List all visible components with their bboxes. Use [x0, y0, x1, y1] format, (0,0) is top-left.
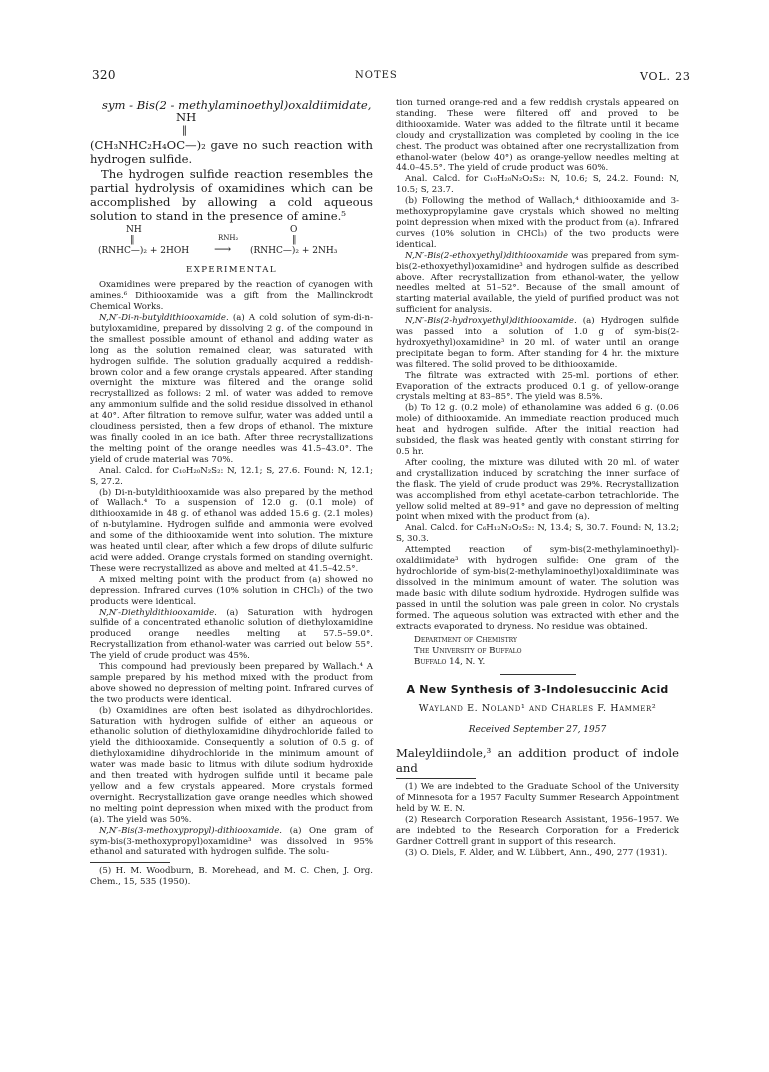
paragraph: (b) To 12 g. (0.2 mole) of ethanolamine was added 6 g. (0.06 mole) of dithiooxamide. An immediate reaction produced much heat and hydrogen sulfide. After the initial reaction had subsided, the flask was heated gently with constant stirring for 0.5 hr. [396, 403, 679, 457]
paragraph: After cooling, the mixture was diluted with 20 ml. of water and crystallization induced by scratching the inner surface of the flask. The yield of crude product was 29%. Recrystallization was accomplished from ethyl acetate-carbon tetrachloride. The yellow solid melted at 89–91° and gave no depression of melting point when mixed with the product from (a). [396, 457, 679, 523]
affiliation-city: Buffalo 14, N. Y. [414, 657, 486, 668]
analysis-line: Anal. Calcd. for C₁₀H₂₀N₂O₂S₂: N, 10.6; S, 24.2. Found: N, 10.5; S, 23.7. [396, 174, 679, 196]
left-column [90, 98, 373, 888]
intro-block [90, 98, 373, 223]
eq-o: O [290, 225, 298, 236]
eq-arrow: ⟶ [214, 242, 232, 257]
intro-nh: NH [176, 110, 197, 125]
article-separator [500, 674, 576, 675]
paragraph: N,N′-Bis(2-ethoxyethyl)dithiooxamide was prepared from sym-bis(2-ethoxyethyl)oxamidine³ and hydrogen sulfide as described above. After recrystallization from ethanol-water, the yellow needles melted at 51–52°. Because of the small amount of starting material available, the yield of purified product was not sufficient for analysis. [396, 250, 679, 316]
paragraph: This compound had previously been prepared by Wallach.⁴ A sample prepared by his method mixed with the product from above showed no depression of melting point. Infrared curves of the two products were identical. [90, 662, 373, 705]
footnote-2: (2) Research Corporation Research Assistant, 1956–1957. We are indebted to the Research Corporation for a Frederick Gardner Cottrell grant in support of this research. [396, 814, 679, 847]
footnote-5: (5) H. M. Woodburn, B. Morehead, and M. C. Chen, J. Org. Chem., 15, 535 (1950). [90, 866, 373, 888]
right-column [396, 98, 679, 858]
eq-catalyst: RNH₂ [218, 234, 239, 243]
paragraph: Attempted reaction of sym-bis(2-methylaminoethyl)-oxaldiimidate³ with hydrogen sulfide: One gram of the hydrochloride of sym-bis(2-methylaminoethyl)oxaldiiminate was dissolved in the minimum amount of water. The solution was made basic with dilute sodium hydroxide. Hydrogen sulfide was passed in until the solution was pale green in color. No crystals formed. The aqueous solution was extracted with ether and the extracts evaporated to dryness. No residue was obtained. [396, 545, 679, 632]
page-number: 320 [92, 68, 116, 82]
compound-heading: N,N′-Bis(3-methoxypropyl)-dithiooxamide. [99, 825, 283, 836]
paragraph: N,N′-Bis(2-hydroxyethyl)dithiooxamide. (a) Hydrogen sulfide was passed into a solution of 1.0 g of sym-bis(2-hydroxyethyl)oxamidine³ in 20 ml. of water until an orange precipitate began to form. After standing for 4 hr. the mixture was filtered. The solid proved to be dithiooxamide. [396, 316, 679, 370]
paragraph: (b) Di-n-butyldithiooxamide was also prepared by the method of Wallach.⁴ To a suspension of 12.0 g. (0.1 mole) of dithiooxamide in 48 g. of ethanol was added 15.6 g. (2.1 moles) of n-butylamine. Hydrogen sulfide and ammonia were evolved and some of the dithiooxamide went into solution. The mixture was heated until clear, after which a few drops of dilute sulfuric acid were added. Orange crystals formed on standing overnight. These were recrystallized as above and melted at 41.5–42.5°. [90, 487, 373, 574]
paragraph: N,N′-Diethyldithiooxamide. (a) Saturation with hydrogen sulfide of a concentrated ethanolic solution of diethyloxamidine produced orange needles melting at 57.5–59.0°. Recrystallization from ethanol-water was carried out below 55°. The yield of crude product was 45%. [90, 607, 373, 662]
eq-bond-1: ‖ [130, 235, 135, 246]
footnote-rule [396, 778, 476, 779]
paragraph: (b) Oxamidines are often best isolated as dihydrochlorides. Saturation with hydrogen sulfide of either an aqueous or ethanolic solution of diethyloxamidine dihydrochloride failed to yield the dithiooxamide. Consequently a solution of 0.5 g. of diethyloxamidine dihydrochloride in the minimum amount of water was made basic to litmus with dilute sodium hydroxide and then treated with hydrogen sulfide until it became pale yellow and a few crystals appeared. More crystals formed overnight. Recrystallization gave orange needles which showed no melting point depression when mixed with the product from (a). The yield was 50%. [90, 705, 373, 825]
analysis-line: Anal. Calcd. for C₆H₁₂N₂O₂S₂: N, 13.4; S, 30.7. Found: N, 13.2; S, 30.3. [396, 523, 679, 545]
affiliation-dept: Department of Chemistry [414, 635, 517, 646]
analysis-line: Anal. Calcd. for C₁₀H₂₀N₂S₂: N, 12.1; S, 27.6. Found: N, 12.1; S, 27.2. [90, 465, 373, 487]
eq-reactants: (RNHC—)₂ + 2HOH [98, 246, 190, 257]
intro-line-2: (CH₃NHC₂H₄OC—)₂ gave no such reaction with hydrogen sulfide. [90, 138, 373, 167]
running-head: NOTES [355, 70, 398, 81]
paragraph: N,N′-Bis(3-methoxypropyl)-dithiooxamide. (a) One gram of sym-bis(3-methoxypropyl)oxamidine³ was dissolved in 95% ethanol and saturated with hydrogen sulfide. The solu- [90, 825, 373, 858]
eq-bond-2: ‖ [292, 235, 297, 246]
footnote-rule [90, 862, 170, 863]
compound-heading: N,N′-Bis(2-hydroxyethyl)dithiooxamide. [405, 316, 577, 327]
experimental-heading: EXPERIMENTAL [186, 265, 277, 276]
compound-heading: N,N′-Diethyldithiooxamide. [99, 607, 217, 618]
eq-products: (RNHC—)₂ + 2NH₃ [250, 246, 338, 257]
paragraph: N,N′-Di-n-butyldithiooxamide. (a) A cold solution of sym-di-n-butyloxamidine, prepared by dissolving 2 g. of the compound in the smallest possible amount of ethanol and adding water as long as the solution remained clear, was saturated with hydrogen sulfide. The solution gradually acquired a reddish-brown color and a few orange crystals appeared. After standing overnight the mixture was filtered and the orange solid recrystallized as follows: 2 ml. of water was added to remove any ammonium sulfide and the solid residue dissolved in ethanol at 40°. After filtration to remove sulfur, water was added until a cloudiness persisted, then a few drops of ethanol. The mixture was finally cooled in an ice bath. After three recrystallizations the melting point of the orange needles was 41.5–43.0°. The yield of crude material was 70%. [90, 313, 373, 465]
article-authors: Wayland E. Noland¹ and Charles F. Hammer² [418, 703, 657, 715]
affiliation-block [396, 635, 679, 668]
eq-nh: NH [126, 225, 142, 236]
affiliation-univ: The University of Buffalo [414, 646, 522, 657]
paragraph: (b) Following the method of Wallach,⁴ dithiooxamide and 3-methoxypropylamine gave crystals which showed no melting point depression when mixed with the product from (a). Infrared curves (10% solution in CHCl₃) of the two products were identical. [396, 196, 679, 250]
footnote-3: (3) O. Diels, F. Alder, and W. Lübbert, Ann., 490, 277 (1931). [405, 847, 668, 858]
volume-label: VOL. 23 [640, 70, 691, 83]
compound-heading: N,N′-Bis(2-ethoxyethyl)dithiooxamide [405, 250, 569, 261]
compound-heading: N,N′-Di-n-butyldithiooxamide. [99, 313, 229, 324]
intro-double-bond: ‖ [182, 125, 187, 137]
paragraph: The filtrate was extracted with 25-ml. portions of ether. Evaporation of the extracts produced 0.1 g. of yellow-orange crystals melting at 83–85°. The yield was 8.5%. [396, 370, 679, 403]
paragraph: Oxamidines were prepared by the reaction of cyanogen with amines.⁶ Dithiooxamide was a gift from the Mallinckrodt Chemical Works. [90, 280, 373, 313]
footnote-1: (1) We are indebted to the Graduate School of the University of Minnesota for a 1957 Faculty Summer Research Appointment held by W. E. N. [396, 782, 679, 814]
intro-line-3: The hydrogen sulfide reaction resembles the partial hydrolysis of oxamidines which can be accomplished by allowing a cold aqueous solution to stand in the presence of amine.⁵ [90, 166, 373, 224]
article-first-line: Maleyldiindole,³ an addition product of indole and [396, 746, 679, 775]
intro-formula-group [90, 112, 373, 138]
article-title: A New Synthesis of 3-Indolesuccinic Acid [406, 683, 669, 697]
paragraph: tion turned orange-red and a few reddish crystals appeared on standing. These were filtered off and proved to be dithiooxamide. Water was added to the filtrate until it became cloudy and crystallization was completed by cooling in the ice chest. The product was obtained after one recrystallization from ethanol-water (below 40°) as orange-yellow needles melting at 44.0–45.5°. The yield of crude product was 60%. [396, 98, 679, 174]
intro-line-1: sym - Bis(2 - methylaminoethyl)oxaldiimidate, [102, 98, 372, 112]
hydrolysis-equation [90, 225, 373, 259]
paragraph: A mixed melting point with the product from (a) showed no depression. Infrared curves (10% solution in CHCl₃) of the two products were identical. [90, 574, 373, 607]
received-date: Received September 27, 1957 [468, 725, 607, 736]
